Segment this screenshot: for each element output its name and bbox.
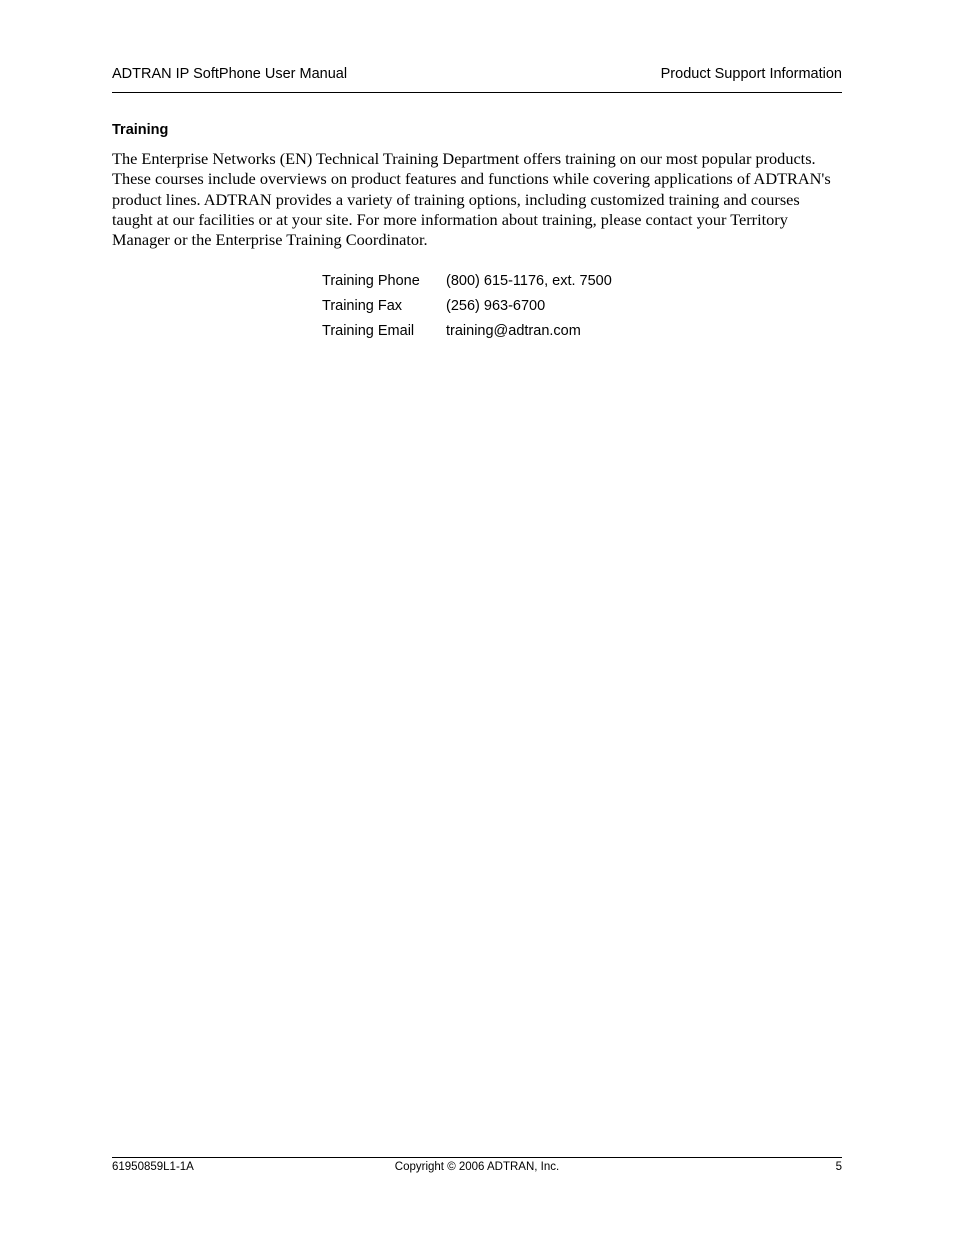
- copyright: Copyright © 2006 ADTRAN, Inc.: [394, 1161, 560, 1173]
- page-header: [112, 64, 842, 93]
- contact-label: Training Phone: [322, 273, 420, 289]
- contact-row-phone: [322, 273, 612, 298]
- page-footer: [112, 1157, 842, 1178]
- contact-row-fax: [322, 298, 612, 323]
- contact-row-email: [322, 323, 612, 348]
- contact-label: Training Email: [322, 323, 415, 339]
- body-paragraph: The Enterprise Networks (EN) Technical Training Department offers training on our most popular products. These courses include overviews on product features and functions while covering applications of ADTRAN's product lines. ADTRAN provides a variety of training options, including customized training and courses taught at our facilities or at your site. For more information about training, please contact your Territory Manager or the Enterprise Training Coordinator.: [112, 149, 831, 250]
- section-name: Product Support Information: [660, 66, 842, 82]
- contact-value: (256) 963-6700: [446, 298, 546, 314]
- doc-number: 61950859L1-1A: [112, 1161, 194, 1173]
- contact-value-email[interactable]: training@adtran.com: [446, 323, 581, 339]
- contact-label: Training Fax: [322, 298, 403, 314]
- page-number: 5: [835, 1161, 842, 1173]
- contact-table: [322, 273, 612, 348]
- manual-title: ADTRAN IP SoftPhone User Manual: [112, 66, 348, 82]
- section-heading: Training: [112, 122, 169, 138]
- contact-value: (800) 615-1176, ext. 7500: [446, 273, 612, 289]
